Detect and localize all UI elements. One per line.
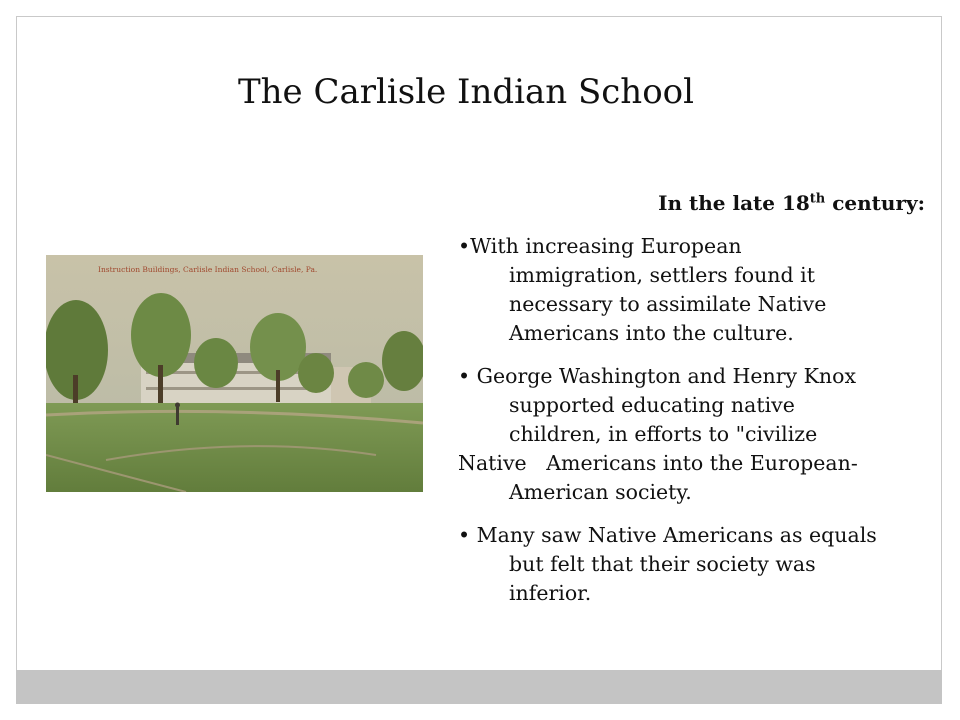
bullet-line: • George Washington and Henry Knox [458, 364, 857, 388]
carlisle-school-postcard-image [46, 255, 423, 492]
bullet-item [458, 362, 940, 507]
bullet-line: children, in efforts to "civilize [509, 422, 818, 446]
bullet-item [458, 521, 940, 608]
heading-suffix: century: [825, 191, 925, 215]
section-heading [658, 191, 925, 215]
bullet-line: immigration, settlers found it [509, 263, 815, 287]
bullet-line: necessary to assimilate Native [509, 292, 827, 316]
slide-title: The Carlisle Indian School [237, 72, 695, 112]
heading-superscript: th [809, 191, 826, 207]
bullet-line: inferior. [509, 581, 592, 605]
bullet-line: supported educating native [509, 393, 795, 417]
bullet-list [458, 232, 940, 622]
bullet-line: but felt that their society was [509, 552, 816, 576]
bullet-line: •With increasing European [458, 234, 742, 258]
postcard-illustration [46, 255, 423, 492]
postcard-caption: Instruction Buildings, Carlisle Indian School, Carlisle, Pa. [98, 265, 318, 274]
footer-bar [16, 670, 942, 704]
bullet-line: American society. [509, 480, 692, 504]
heading-text: In the late 18 [658, 191, 810, 215]
bullet-line: Native Americans into the European- [458, 451, 858, 475]
bullet-item [458, 232, 940, 348]
bullet-line: Americans into the culture. [509, 321, 794, 345]
bullet-line: • Many saw Native Americans as equals [458, 523, 877, 547]
